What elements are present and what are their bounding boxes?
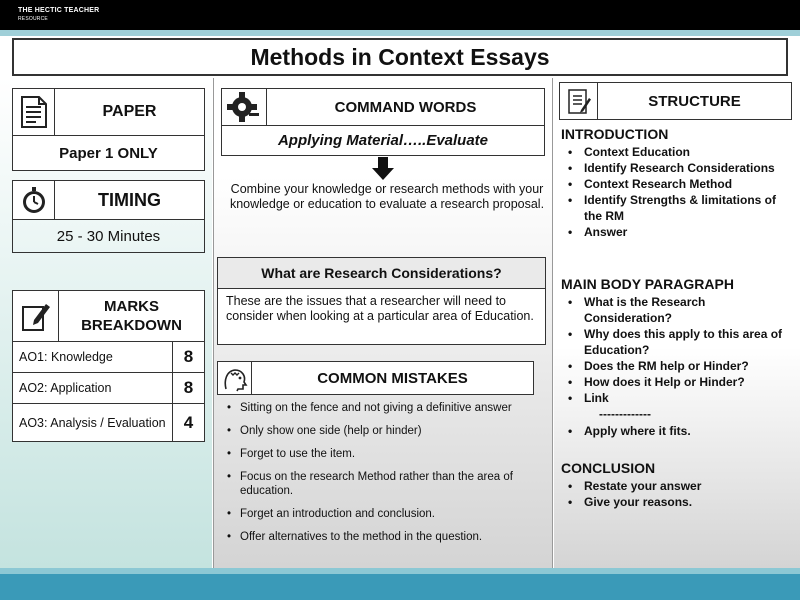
structure-main-body (561, 276, 793, 439)
main-body-title: MAIN BODY PARAGRAPH (561, 276, 734, 292)
marks-table (12, 341, 205, 442)
paper-value: Paper 1 ONLY (12, 135, 205, 171)
list-item: • How does it Help or Hinder? (561, 374, 793, 390)
frustrated-head-icon (218, 362, 252, 394)
command-phrase: Applying Material…..Evaluate (221, 125, 545, 156)
list-item: • Forget an introduction and conclusion. (224, 507, 534, 521)
considerations-heading: What are Research Considerations? (217, 257, 546, 289)
list-item: • Context Education (561, 144, 793, 160)
list-item: • Why does this apply to this area of Education? (561, 326, 793, 358)
mistakes-heading: COMMON MISTAKES (317, 369, 468, 387)
page-title: Methods in Context Essays (12, 38, 788, 76)
brand-logo (18, 7, 99, 23)
timing-heading: TIMING (98, 189, 161, 210)
mistakes-list (224, 401, 534, 553)
top-bar (0, 0, 800, 30)
list-item: • Apply where it fits. (561, 423, 793, 439)
mistakes-header (217, 361, 534, 395)
introduction-title: INTRODUCTION (561, 126, 669, 142)
marks-value: 8 (173, 373, 205, 404)
list-item: • What is the Research Consideration? (561, 294, 793, 326)
command-description: Combine your knowledge or research methods with your knowledge or education to evaluate a research proposal. (229, 182, 545, 211)
marks-heading: MARKS BREAKDOWN (81, 298, 182, 334)
structure-heading: STRUCTURE (648, 92, 741, 110)
list-item: • Give your reasons. (561, 494, 793, 510)
table-row (13, 373, 205, 404)
marks-label: AO1: Knowledge (13, 342, 173, 373)
marks-value: 8 (173, 342, 205, 373)
list-item: • Link (561, 390, 793, 406)
list-item: • Only show one side (help or hinder) (224, 424, 534, 438)
list-item: • Answer (561, 224, 793, 240)
divider-line: ------------- (599, 407, 651, 421)
list-item: • Context Research Method (561, 176, 793, 192)
gear-key-icon (222, 89, 266, 125)
marks-value: 4 (173, 404, 205, 442)
list-item: • Restate your answer (561, 478, 793, 494)
list-item: • Identify Strengths & limitations of the RM (561, 192, 793, 224)
command-heading: COMMAND WORDS (266, 89, 544, 125)
marks-label: AO2: Application (13, 373, 173, 404)
timing-header (12, 180, 205, 220)
brand-name: THE HECTIC TEACHER (18, 7, 100, 14)
list-item: • Offer alternatives to the method in the question. (224, 530, 534, 544)
stopwatch-icon (13, 181, 55, 219)
table-row (13, 342, 205, 373)
structure-header (559, 82, 792, 120)
considerations-text: These are the issues that a researcher will need to consider when looking at a particular area of Education. (217, 288, 546, 345)
pencil-paper-icon (13, 291, 59, 341)
paper-header (12, 88, 205, 136)
brand-sub: RESOURCE (18, 16, 48, 22)
list-item: • Forget to use the item. (224, 447, 534, 461)
paper-heading: PAPER (102, 103, 157, 120)
structure-introduction (561, 126, 793, 240)
list-item: • Sitting on the fence and not giving a definitive answer (224, 401, 534, 415)
table-row (13, 404, 205, 442)
list-item: • Identify Research Considerations (561, 160, 793, 176)
bottom-accent-band (0, 568, 800, 600)
timing-value: 25 - 30 Minutes (12, 219, 205, 253)
arrow-down-icon (371, 157, 395, 181)
list-item: • Focus on the research Method rather than the area of education. (224, 470, 534, 498)
list-item: • Does the RM help or Hinder? (561, 358, 793, 374)
structure-conclusion (561, 460, 793, 510)
top-accent-band (0, 30, 800, 36)
marks-header (12, 290, 205, 342)
conclusion-title: CONCLUSION (561, 460, 656, 476)
document-icon (13, 89, 55, 135)
marks-label: AO3: Analysis / Evaluation (13, 404, 173, 442)
notepad-icon (560, 83, 598, 119)
command-header (221, 88, 545, 126)
